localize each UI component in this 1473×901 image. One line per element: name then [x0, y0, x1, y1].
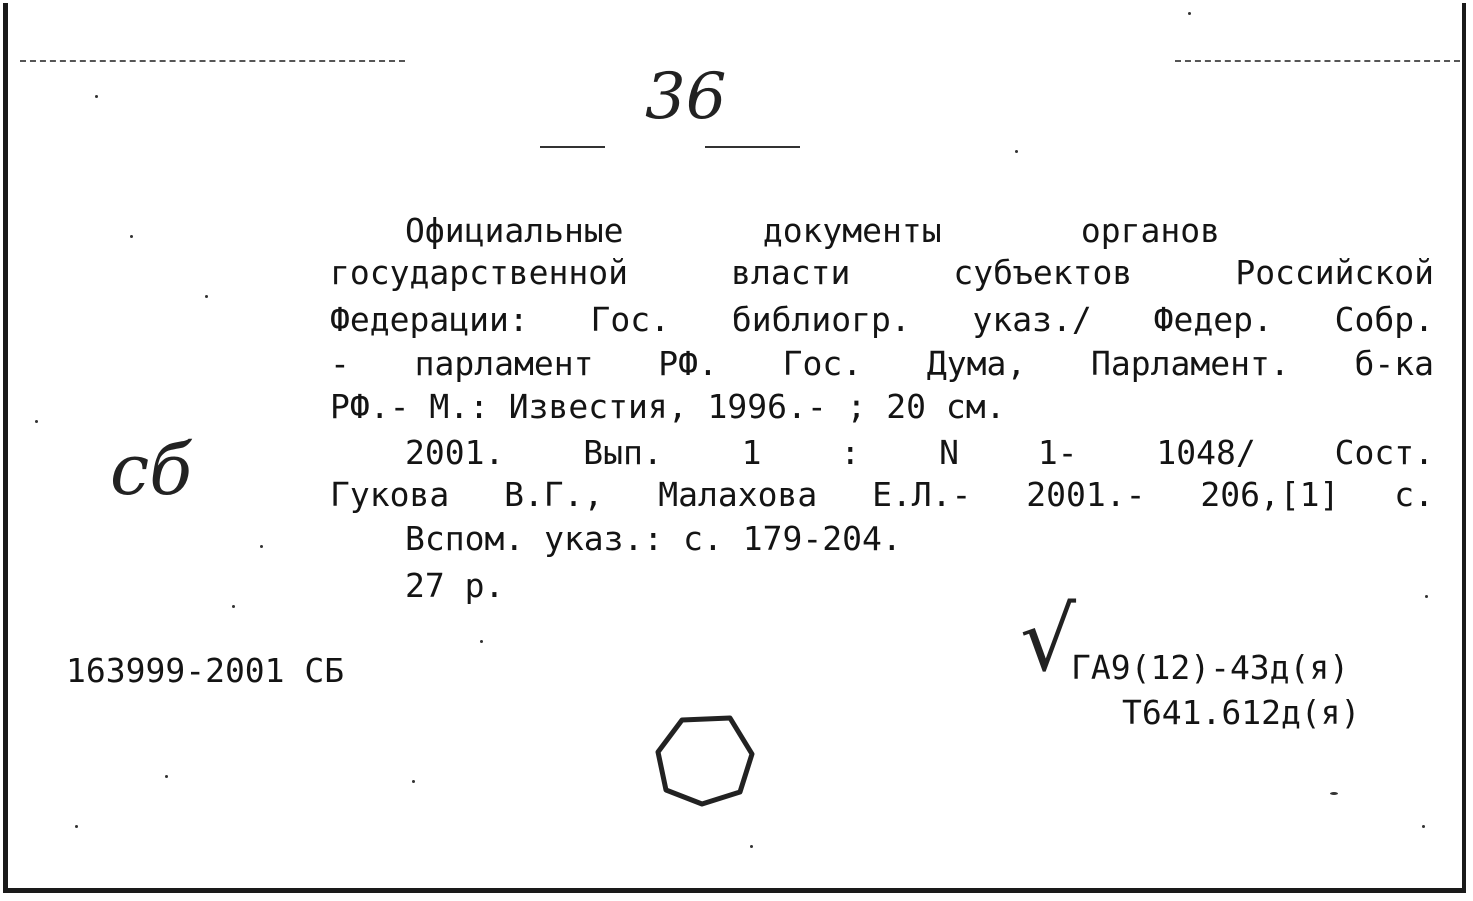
- scan-speck: [480, 640, 483, 643]
- scan-speck: [35, 420, 38, 423]
- description-line: Гукова В.Г., Малахова Е.Л.- 2001.- 206,[1] с.: [330, 475, 1434, 514]
- description-line: 2001. Вып. 1 : N 1- 1048/ Сост.: [405, 433, 1434, 472]
- description-line: Федерации: Гос. библиогр. указ./ Федер. Собр.: [330, 300, 1434, 339]
- handwritten-side-mark: сб: [110, 429, 192, 511]
- scan-speck: [1425, 595, 1428, 598]
- scan-speck: [1188, 12, 1191, 15]
- check-mark: √: [1020, 588, 1077, 691]
- description-line: государственной власти субъектов Российской: [330, 253, 1434, 292]
- scan-speck: [75, 825, 78, 828]
- handwritten-page-number: 36: [645, 60, 727, 134]
- scan-speck: [1422, 825, 1425, 828]
- top-rule-right: [1175, 60, 1460, 62]
- scan-speck: [205, 295, 208, 298]
- classification-index: ГА9(12)-43д(я): [1071, 648, 1350, 687]
- description-line: Официальные документы органов: [405, 211, 1220, 250]
- page-number-underline: [530, 140, 810, 154]
- scan-speck: [95, 95, 98, 98]
- scan-speck: [750, 845, 753, 848]
- description-line: - парламент РФ. Гос. Дума, Парламент. б-ка: [330, 344, 1434, 383]
- scan-speck: [1015, 150, 1018, 153]
- top-rule-left: [20, 60, 405, 62]
- card-hole-icon: [652, 712, 762, 810]
- scan-speck: [165, 775, 168, 778]
- scan-speck: [130, 235, 133, 238]
- inventory-number: 163999-2001 СБ: [66, 651, 345, 690]
- scan-speck: [412, 780, 415, 783]
- classification-index: Т641.612д(я): [1122, 693, 1361, 732]
- description-line: 27 р.: [405, 566, 505, 605]
- scan-speck: [232, 605, 235, 608]
- scan-speck: [260, 545, 263, 548]
- description-line: РФ.- М.: Известия, 1996.- ; 20 см.: [330, 387, 1006, 426]
- description-line: Вспом. указ.: с. 179-204.: [405, 519, 902, 558]
- scan-speck: [1330, 792, 1338, 795]
